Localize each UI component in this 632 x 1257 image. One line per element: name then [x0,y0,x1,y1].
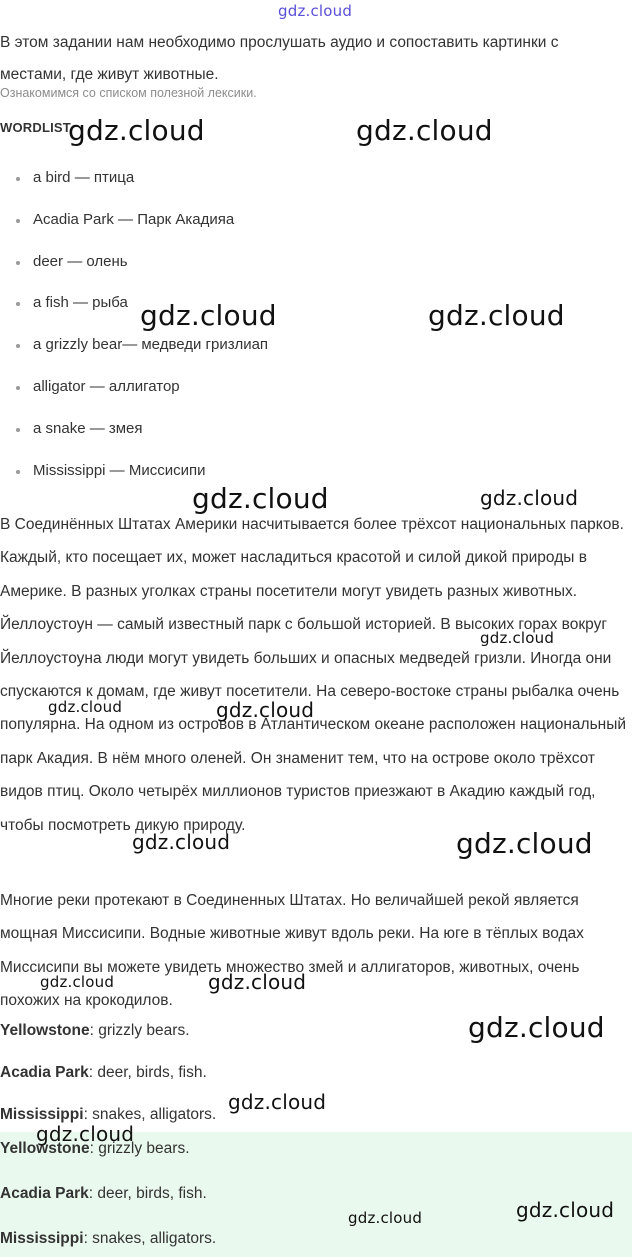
answer-line [0,1064,207,1082]
answer-line [0,1022,190,1040]
task-intro: В этом задании нам необходимо прослушать аудио и сопоставить картинки с местами, где живут животные. [0,34,559,83]
vocabulary-hint: Ознакомимся со списком полезной лексики. [0,86,257,100]
watermark: gdz.cloud [48,698,123,716]
watermark: gdz.cloud [216,698,315,722]
watermark: gdz.cloud [40,973,115,991]
wordlist-item: a fish — рыба [0,288,268,330]
answer-animals: : snakes, alligators. [83,1230,217,1247]
answer-place: Yellowstone [0,1022,90,1039]
watermark: gdz.cloud [348,1209,423,1227]
wordlist-item: deer — олень [0,247,268,289]
watermark: gdz.cloud [36,1122,135,1146]
answer-animals: : snakes, alligators. [83,1106,217,1123]
wordlist-item: a bird — птица [0,163,268,205]
text-paragraph-rivers: Многие реки протекают в Соединенных Штатах. Но величайшей рекой является мощная Миссисипи. Водные животные живут вдоль реки. На юге в тёплых водах Миссисипи вы можете увидеть множество змей и аллигаторов, животных, очень похожих на крокодилов. [0,892,584,1010]
watermark: gdz.cloud [228,1090,327,1114]
wordlist-title: WORDLIST [0,120,71,135]
watermark: gdz.cloud [192,482,329,515]
answer-place: Acadia Park [0,1064,89,1081]
watermark: gdz.cloud [208,970,307,994]
wordlist-item: a grizzly bear— медведи гризлиап [0,330,268,372]
answer-box-line [0,1230,216,1248]
wordlist-item: Mississippi — Миссисипи [0,456,268,498]
wordlist-item: Acadia Park — Парк Акадияа [0,205,268,247]
site-logo[interactable]: gdz.cloud [278,2,353,20]
watermark: gdz.cloud [356,114,493,147]
watermark: gdz.cloud [480,486,579,510]
answer-animals: : grizzly bears. [89,1140,190,1157]
answer-animals: : deer, birds, fish. [88,1064,207,1081]
watermark: gdz.cloud [140,299,277,332]
answer-animals: : grizzly bears. [89,1022,190,1039]
text-paragraph-parks: В Соединённых Штатах Америки насчитывается более трёхсот национальных парков. Каждый, кто посещает их, может насладиться красотой и силой дикой природы в Америке. В разных уголках страны посетители могут увидеть разных животных. Йеллоустоун — самый известный парк с большой историей. В высоких горах вокруг Йеллоустоуна люди могут увидеть больших и опасных медведей гризли. Иногда они спускаются к домам, где живут посетители. На северо-востоке страны рыбалка очень популярна. На одном из островов в Атлантическом океане расположен национальный парк Акадия. В нём много оленей. Он знаменит тем, что на острове около трёхсот видов птиц. Около четырёх миллионов туристов приезжают в Акадию каждый год, чтобы посмотреть дикую природу. [0,516,627,834]
watermark: gdz.cloud [428,299,565,332]
wordlist-item: alligator — аллигатор [0,372,268,414]
answer-place: Acadia Park [0,1185,89,1202]
answer-place: Mississippi [0,1106,84,1123]
watermark: gdz.cloud [456,827,593,860]
watermark: gdz.cloud [480,629,555,647]
wordlist-item: a snake — змея [0,414,268,456]
watermark: gdz.cloud [68,114,205,147]
answer-place: Yellowstone [0,1140,90,1157]
watermark: gdz.cloud [516,1198,615,1222]
answer-box-line [0,1185,207,1203]
answer-place: Mississippi [0,1230,84,1247]
answer-animals: : deer, birds, fish. [88,1185,207,1202]
watermark: gdz.cloud [468,1011,605,1044]
watermark: gdz.cloud [132,830,231,854]
